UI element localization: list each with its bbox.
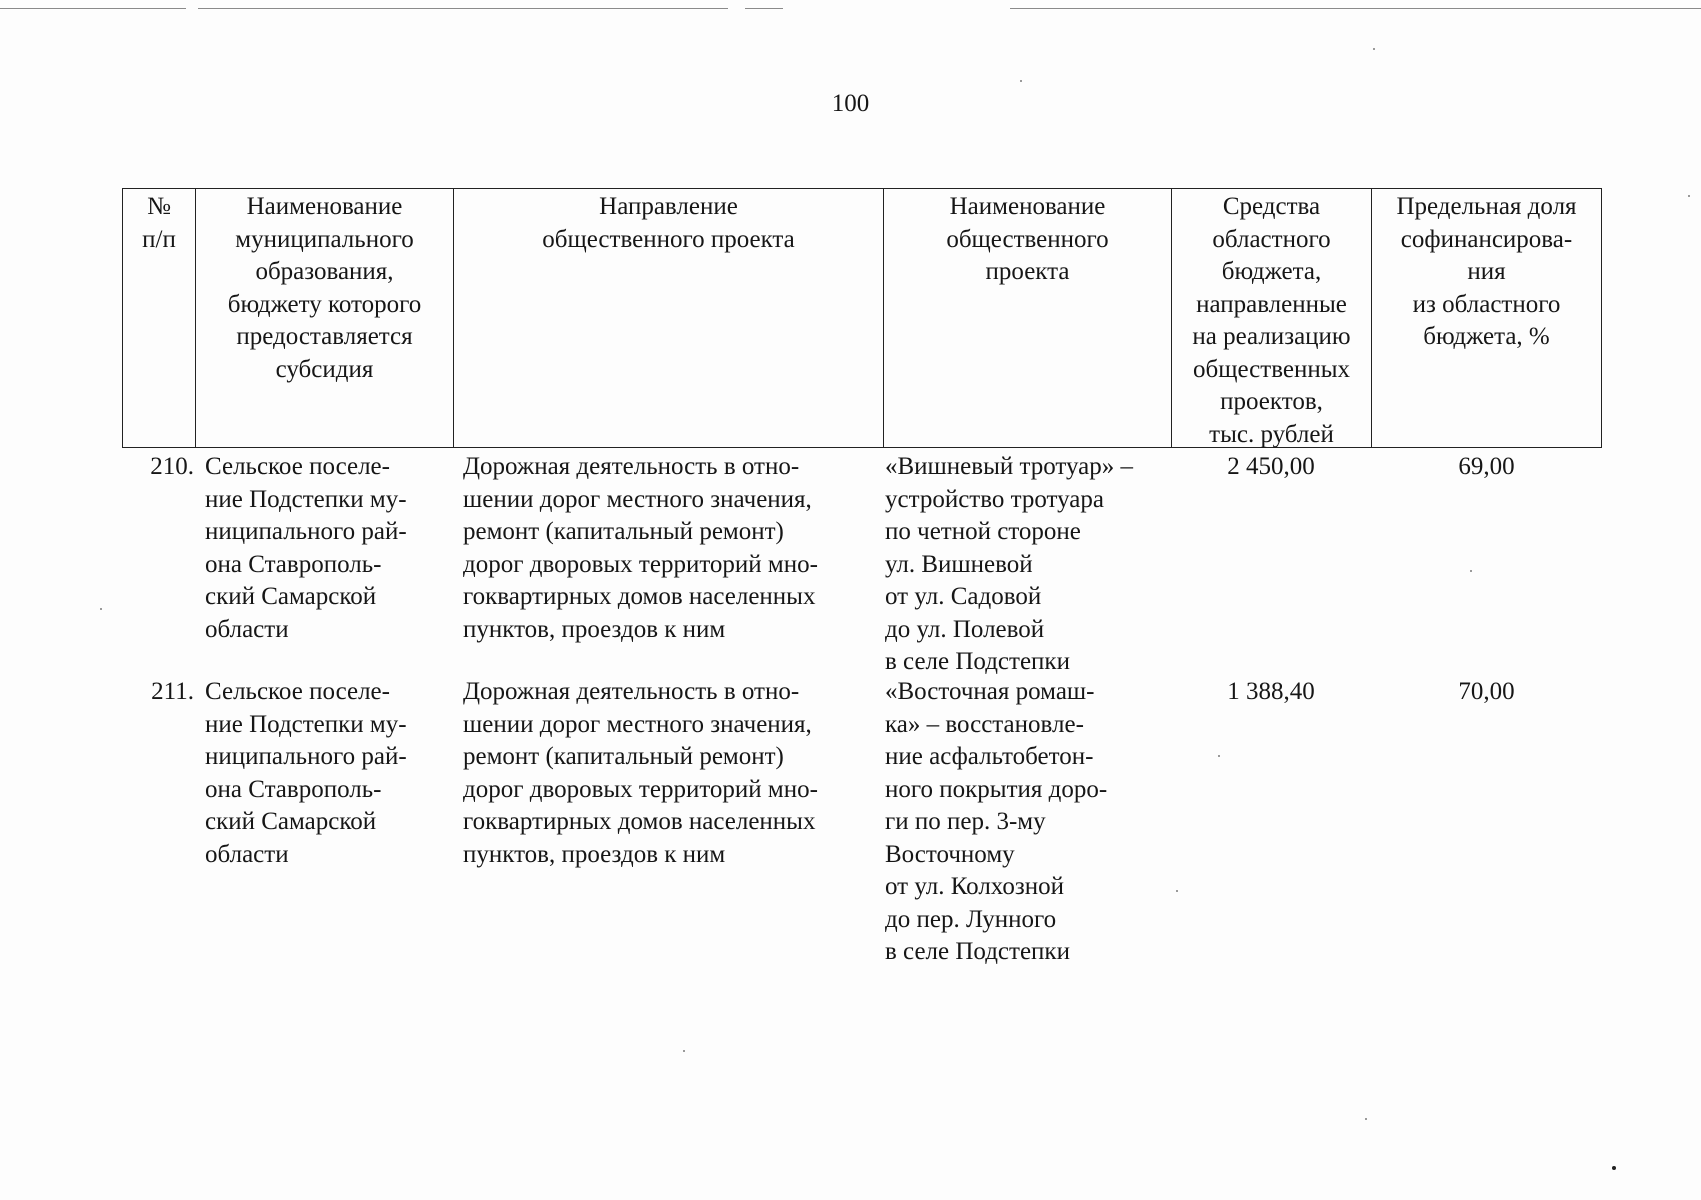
header-cell-share xyxy=(1371,188,1602,448)
scan-speck xyxy=(1688,195,1690,197)
page-number: 100 xyxy=(831,90,870,117)
header-num: № п/п xyxy=(142,193,176,253)
scan-speck xyxy=(1612,1166,1616,1170)
row-funds: 1 388,40 xyxy=(1227,678,1315,705)
row-share: 70,00 xyxy=(1458,678,1515,705)
row-municipality: Сельское поселе- ние Подстепки му- ниципального рай- она Ставрополь- ский Самарской области xyxy=(205,678,407,868)
scan-top-edge-line xyxy=(1010,8,1701,9)
row-project-name: «Восточная ромаш- ка» – восстановле- ние асфальтобетон- ного покрытия доро- ги по пер. 3-му Восточному от ул. Колхозной до пер. Лунного в селе Подстепки xyxy=(885,678,1108,965)
header-cell-project-name xyxy=(883,188,1171,448)
header-cell-num xyxy=(122,188,195,448)
scan-speck xyxy=(1020,80,1022,82)
header-cell-funds xyxy=(1171,188,1371,448)
scan-speck xyxy=(100,608,102,610)
row-funds: 2 450,00 xyxy=(1227,453,1315,480)
row-number: 211. xyxy=(151,678,194,705)
header-direction: Направление общественного проекта xyxy=(542,193,795,253)
scan-speck xyxy=(1373,48,1375,50)
header-funds: Средства областного бюджета, направленные на реализацию общественных проектов, тыс. рублей xyxy=(1192,193,1351,448)
row-direction: Дорожная деятельность в отно- шении дорог местного значения, ремонт (капитальный ремонт) дорог дворовых территорий мно- гоквартирных домов населенных пунктов, проездов к ним xyxy=(463,453,818,643)
header-cell-direction xyxy=(453,188,883,448)
row-direction: Дорожная деятельность в отно- шении дорог местного значения, ремонт (капитальный ремонт) дорог дворовых территорий мно- гоквартирных домов населенных пунктов, проездов к ним xyxy=(463,678,818,868)
scan-speck xyxy=(1176,890,1178,892)
header-municipality: Наименование муниципального образования, бюджету которого предоставляется субсидия xyxy=(227,193,422,383)
scan-top-edge-line xyxy=(0,8,186,9)
scan-top-edge-line xyxy=(745,8,783,9)
scan-speck xyxy=(683,1050,685,1052)
row-number: 210. xyxy=(150,453,194,480)
row-project-name: «Вишневый тротуар» – устройство тротуара по четной стороне ул. Вишневой от ул. Садовой до ул. Полевой в селе Подстепки xyxy=(885,453,1134,675)
scan-top-edge-line xyxy=(198,8,728,9)
row-share: 69,00 xyxy=(1458,453,1515,480)
row-municipality: Сельское поселе- ние Подстепки му- ниципального рай- она Ставрополь- ский Самарской области xyxy=(205,453,407,643)
scan-speck xyxy=(1470,570,1472,572)
header-project-name: Наименование общественного проекта xyxy=(946,193,1109,285)
scan-speck xyxy=(1365,1118,1367,1120)
header-cell-municipality xyxy=(195,188,453,448)
header-share: Предельная доля софинансирова- ния из областного бюджета, % xyxy=(1396,193,1577,350)
scan-speck xyxy=(1218,755,1220,757)
